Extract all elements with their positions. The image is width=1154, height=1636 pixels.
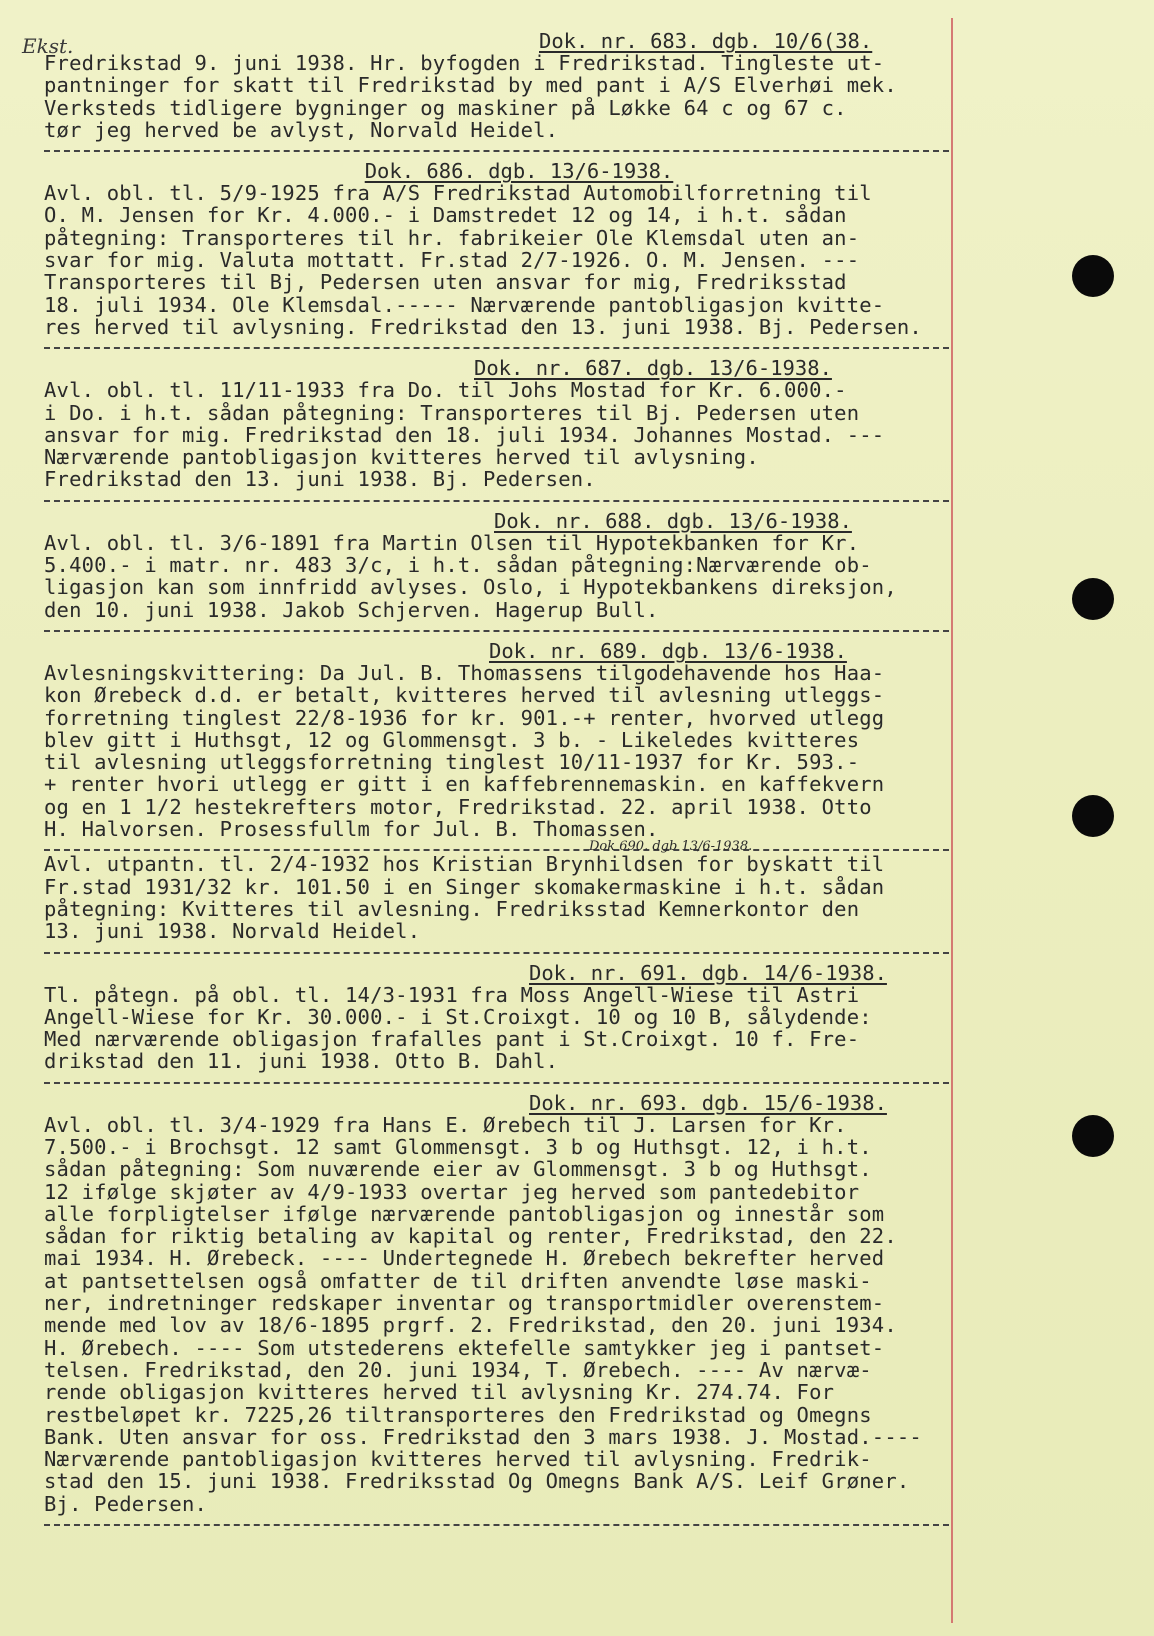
dashed-divider — [44, 347, 949, 349]
entry-line: Avl. obl. tl. 11/11-1933 fra Do. til Johs Mostad for Kr. 6.000.- — [44, 378, 847, 403]
entry-line: Bj. Pedersen. — [44, 1491, 208, 1516]
entry-line: blev gitt i Huthsgt, 12 og Glommensgt. 3 b. - Likeledes kvitteres — [44, 727, 860, 752]
entry-line: Angell-Wiese for Kr. 30.000.- i St.Croixgt. 10 og 10 B, sålydende: — [44, 1004, 872, 1029]
dashed-divider — [44, 500, 949, 502]
entry-line: Verksteds tidligere bygninger og maskiner på Løkke 64 c og 67 c. — [44, 95, 847, 120]
punch-hole-3 — [1072, 795, 1114, 837]
entry-line: i Do. i h.t. sådan påtegning: Transporteres til Bj. Pedersen uten — [44, 400, 860, 425]
entry-header-handwritten: Dok 690. dgb 13/6-1938. — [589, 839, 753, 855]
entry-header: Dok. nr. 693. dgb. 15/6-1938. — [529, 1090, 887, 1115]
entry-line: rende obligasjon kvitteres herved til avlysning Kr. 274.74. For — [44, 1380, 835, 1405]
entry-line: O. M. Jensen for Kr. 4.000.- i Damstredet 12 og 14, i h.t. sådan — [44, 203, 847, 228]
entry-line: Transporteres til Bj, Pedersen uten ansvar for mig, Fredriksstad — [44, 270, 847, 295]
entry-line: Fredrikstad 9. juni 1938. Hr. byfogden i Fredrikstad. Tingleste ut- — [44, 51, 885, 75]
entry-line: telsen. Fredrikstad, den 20. juni 1934, T. Ørebech. ---- Av nærvæ- — [44, 1357, 872, 1382]
entry-line: res herved til avlysning. Fredrikstad den 13. juni 1938. Bj. Pedersen. — [44, 314, 922, 339]
entry-line: Nærværende pantobligasjon kvitteres herved til avlysning. — [44, 445, 759, 470]
entry-line: mai 1934. H. Ørebeck. ---- Undertegnede H. Ørebech bekrefter herved — [44, 1246, 885, 1271]
entry-line: og en 1 1/2 hestekrefters motor, Fredrikstad. 22. april 1938. Otto — [44, 794, 872, 819]
entry-line: ansvar for mig. Fredrikstad den 18. juli 1934. Johannes Mostad. --- — [44, 422, 885, 447]
entry-688 — [44, 510, 994, 621]
entry-line: Fredrikstad den 13. juni 1938. Bj. Pedersen. — [44, 467, 596, 492]
entry-line: påtegning: Transporteres til hr. fabrikeier Ole Klemsdal uten an- — [44, 225, 860, 250]
entry-header: Dok. 686. dgb. 13/6-1938. — [364, 159, 674, 184]
entry-line: Avl. obl. tl. 3/6-1891 fra Martin Olsen til Hypotekbanken for Kr. — [44, 530, 860, 555]
entry-line: H. Ørebech. ---- Som utstederens ektefelle samtykker jeg i pantset- — [44, 1335, 885, 1360]
entry-line: stad den 15. juni 1938. Fredriksstad Og Omegns Bank A/S. Leif Grøner. — [44, 1469, 910, 1494]
entry-line: påtegning: Kvitteres til avlesning. Fredriksstad Kemnerkontor den — [44, 896, 860, 921]
entry-691 — [44, 962, 994, 1073]
entry-header: Dok. nr. 688. dgb. 13/6-1938. — [494, 508, 852, 533]
entry-line: sådan for riktig betaling av kapital og renter, Fredrikstad, den 22. — [44, 1224, 897, 1249]
entry-689 — [44, 640, 994, 840]
dashed-divider — [44, 150, 949, 152]
entry-line: pantninger for skatt til Fredrikstad by med pant i A/S Elverhøi mek. — [44, 73, 897, 98]
dashed-divider — [44, 1082, 949, 1084]
entry-687 — [44, 357, 994, 490]
entry-line: + renter hvori utlegg er gitt i en kaffebrennemaskin. en kaffekvern — [44, 772, 885, 797]
dashed-divider — [44, 952, 949, 954]
entry-line: Tl. påtegn. på obl. tl. 14/3-1931 fra Moss Angell-Wiese til Astri — [44, 982, 860, 1007]
entry-line: Fr.stad 1931/32 kr. 101.50 i en Singer skomakermaskine i h.t. sådan — [44, 874, 885, 899]
entry-header: Dok. nr. 687. dgb. 13/6-1938. — [474, 356, 832, 381]
entry-line: 7.500.- i Brochsgt. 12 samt Glommensgt. 3 b og Huthsgt. 12, i h.t. — [44, 1134, 872, 1159]
entry-line: kon Ørebeck d.d. er betalt, kvitteres herved til avlesning utleggs- — [44, 683, 885, 708]
entry-line: Med nærværende obligasjon frafalles pant i St.Croixgt. 10 f. Fre- — [44, 1027, 860, 1052]
entry-line: Nærværende pantobligasjon kvitteres herved til avlysning. Fredrik- — [44, 1447, 872, 1472]
entry-line: restbeløpet kr. 7225,26 tiltransporteres den Fredrikstad og Omegns — [44, 1402, 872, 1427]
entry-line: H. Halvorsen. Prosessfullm for Jul. B. Thomassen. — [44, 817, 659, 842]
entry-690 — [44, 841, 994, 942]
entry-line: Bank. Uten ansvar for oss. Fredrikstad den 3 mars 1938. J. Mostad.---- — [44, 1424, 922, 1449]
margin-annotation: Ekst. — [22, 34, 74, 58]
entry-line: 18. juli 1934. Ole Klemsdal.----- Nærværende pantobligasjon kvitte- — [44, 292, 885, 317]
entry-693 — [44, 1092, 994, 1515]
entry-header: Dok. nr. 691. dgb. 14/6-1938. — [529, 960, 887, 985]
entry-line: 13. juni 1938. Norvald Heidel. — [44, 919, 421, 944]
punch-hole-4 — [1072, 1115, 1114, 1157]
entry-line: Avl. obl. tl. 3/4-1929 fra Hans E. Ørebech til J. Larsen for Kr. — [44, 1112, 847, 1137]
entry-line: alle forpligtelser ifølge nærværende pantobligasjon og innestår som — [44, 1201, 885, 1226]
entry-line: ligasjon kan som innfridd avlyses. Oslo, i Hypotekbankens direksjon, — [44, 575, 897, 600]
entry-line: Avl. obl. tl. 5/9-1925 fra A/S Fredrikstad Automobilforretning til — [44, 181, 872, 206]
entry-header: Dok. nr. 683. dgb. 10/6(38. — [539, 29, 873, 53]
entry-line: mende med lov av 18/6-1895 prgrf. 2. Fredrikstad, den 20. juni 1934. — [44, 1313, 897, 1338]
entry-line: Avl. utpantn. tl. 2/4-1932 hos Kristian Brynhildsen for byskatt til — [44, 852, 885, 877]
entry-line: at pantsettelsen også omfatter de til driften anvendte løse maski- — [44, 1268, 872, 1293]
entry-header: Dok. nr. 689. dgb. 13/6-1938. — [489, 638, 847, 663]
dashed-divider — [44, 1524, 949, 1526]
entry-686 — [44, 160, 994, 338]
punch-hole-2 — [1072, 578, 1114, 620]
entry-line: 5.400.- i matr. nr. 483 3/c, i h.t. sådan påtegning:Nærværende ob- — [44, 553, 872, 578]
entry-line: 12 ifølge skjøter av 4/9-1933 overtar jeg herved som pantedebitor — [44, 1179, 860, 1204]
entry-line: Avlesningskvittering: Da Jul. B. Thomassens tilgodehavende hos Haa- — [44, 660, 885, 685]
entry-line: ner, indretninger redskaper inventar og transportmidler overenstem- — [44, 1291, 885, 1316]
entry-line: sådan påtegning: Som nuværende eier av Glommensgt. 3 b og Huthsgt. — [44, 1157, 872, 1182]
punch-hole-1 — [1072, 255, 1114, 297]
entry-line: forretning tinglest 22/8-1936 for kr. 901.-+ renter, hvorved utlegg — [44, 705, 885, 730]
entry-line: til avlesning utleggsforretning tinglest 10/11-1937 for Kr. 593.- — [44, 750, 860, 775]
document-text — [44, 30, 994, 1534]
entry-line: den 10. juni 1938. Jakob Schjerven. Hagerup Bull. — [44, 597, 659, 622]
entry-line: drikstad den 11. juni 1938. Otto B. Dahl. — [44, 1049, 559, 1074]
dashed-divider — [44, 630, 949, 632]
entry-683 — [44, 30, 994, 141]
entry-line: svar for mig. Valuta mottatt. Fr.stad 2/7-1926. O. M. Jensen. --- — [44, 248, 860, 273]
entry-line: tør jeg herved be avlyst, Norvald Heidel. — [44, 117, 559, 142]
